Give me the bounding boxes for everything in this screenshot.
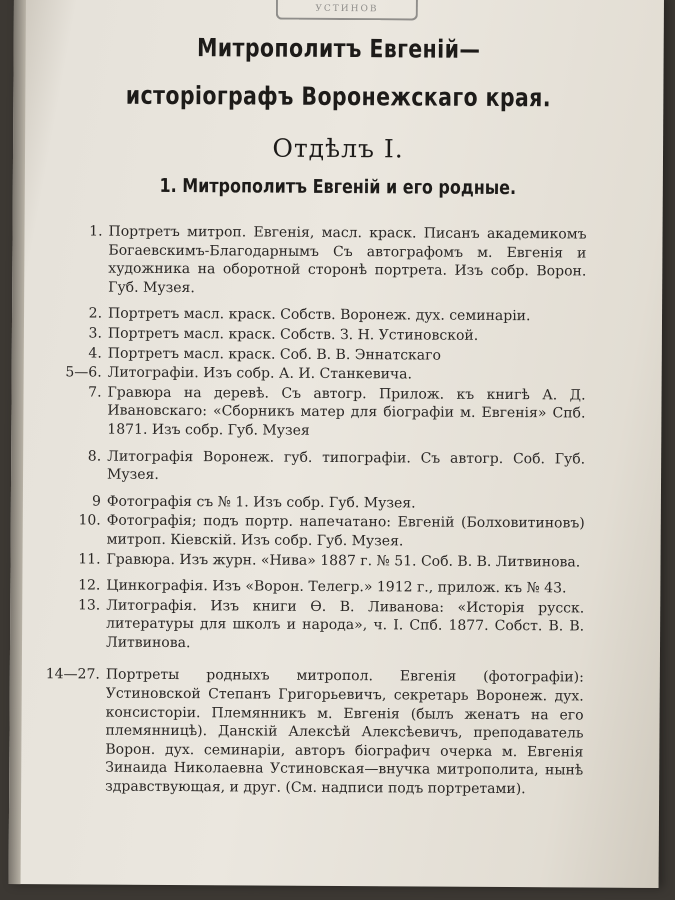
catalog-entry	[78, 577, 584, 599]
catalog-entry	[77, 596, 585, 655]
catalog-entry	[65, 364, 586, 386]
entry-number: 1.	[89, 223, 103, 240]
entry-text: Фотографія; подъ портр. напечатано: Евгеній (Болховитиновъ) митроп. Кіевскій. Изъ собр. Губ. Музея.	[106, 512, 585, 550]
entry-text: Литографія. Изъ книги Ѳ. В. Ливанова: «Исторія русск. литературы для школъ и народа», ч. I. Спб. 1877. Собст. В. В. Литвинова.	[105, 597, 585, 651]
entry-number: 14—27.	[45, 666, 100, 684]
catalog-entry	[88, 325, 586, 347]
entry-number: 11.	[78, 550, 101, 568]
entry-number: 7.	[88, 384, 102, 401]
catalog-entry	[88, 305, 586, 327]
stamp-text: УСТИНОВ	[315, 3, 379, 15]
catalog-entries	[45, 223, 587, 801]
catalog-entry	[78, 550, 584, 572]
entry-text: Литографіи. Изъ собр. А. И. Станкевича.	[107, 364, 413, 383]
entry-number: 13.	[77, 597, 101, 614]
entry-number: 2.	[88, 305, 103, 322]
subsection-heading: 1. Митрополитъ Евгеній и его родные.	[159, 174, 517, 200]
catalog-entry	[78, 512, 585, 552]
title-line-2: исторіографъ Воронежскаго края.	[125, 80, 552, 113]
section-heading: Отдѣлъ I.	[272, 133, 404, 164]
catalog-entry	[88, 383, 586, 442]
entry-number: 9	[91, 493, 101, 510]
entry-number: 8.	[87, 448, 102, 465]
catalog-entry	[89, 223, 587, 300]
entry-text: Цинкографія. Изъ «Ворон. Телегр.» 1912 г., прилож. къ № 43.	[106, 577, 567, 597]
entry-number: 10.	[78, 512, 101, 529]
entry-text: Гравюра на деревѣ. Съ автогр. Прилож. къ книгѣ А. Д. Ивановскаго: «Сборникъ матер для біографіи м. Евгенія» Спб. 1871. Изъ собр. Губ. Музея	[107, 384, 586, 439]
entry-text: Литографія Воронеж. губ. типографіи. Съ автогр. Соб. Губ. Музея.	[107, 448, 586, 484]
catalog-entry	[91, 492, 585, 514]
entry-text: Портретъ масл. краск. Собств. Воронеж. дух. семинаріи.	[107, 305, 531, 325]
entry-text: Портретъ масл. краск. Соб. В. В. Эннатскаго	[107, 345, 441, 364]
entry-text: Портретъ масл. краск. Собств. З. Н. Устиновской.	[107, 325, 479, 344]
catalog-entry	[88, 344, 586, 366]
entry-number: 12.	[78, 577, 101, 594]
entry-number: 3.	[88, 325, 102, 342]
library-stamp	[276, 0, 418, 20]
entry-text: Портреты родныхъ митропол. Евгенія (фотографіи): Устиновской Степанъ Григорьевичъ, секретарь Воронеж. дух. консисторіи. Племянникъ м. Евгенія (былъ женатъ на его племянницѣ). Данскій Алексѣй Алексѣевичъ, преподаватель Ворон. дух. семинаріи, авторъ біографич очерка м. Евгенія Зинаида Николаевна Устиновская—внучка митрополита, нынѣ здравствующая, и друг. (См. надписи подъ портретами).	[105, 667, 584, 798]
catalog-entry	[45, 666, 584, 799]
book-page	[9, 0, 664, 888]
catalog-entry	[87, 447, 586, 487]
entry-text: Фотографія съ № 1. Изъ собр. Губ. Музея.	[106, 493, 416, 512]
title-line-1: Митрополитъ Евгеній—	[196, 33, 481, 64]
entry-text: Гравюра. Изъ журн. «Нива» 1887 г. № 51. Соб. В. В. Литвинова.	[106, 551, 581, 570]
entry-number: 5—6.	[65, 364, 102, 381]
entry-text: Портретъ митроп. Евгенія, масл. краск. Писанъ академикомъ Богаевскимъ-Благодарнымъ Съ автографомъ м. Евгенія и художника на оборотной сторонѣ портрета. Изъ собр. Ворон. Губ. Музея.	[108, 223, 587, 296]
entry-number: 4.	[88, 345, 102, 362]
